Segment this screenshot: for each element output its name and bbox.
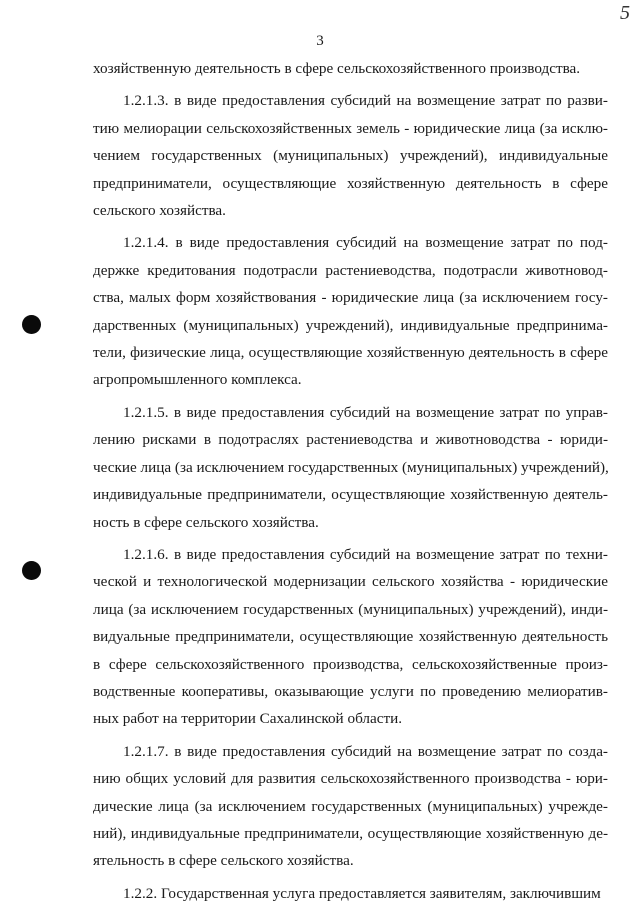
paragraph-line: хозяйственную деятельность в сфере сельскохозяйственного производства. (93, 60, 581, 77)
paragraph-line: сельского хозяйства. (93, 202, 226, 220)
paragraph-line: предприниматели, осуществляющие хозяйственную деятельность в сфере (93, 174, 608, 192)
paragraph-line: ний), индивидуальные предприниматели, осуществляющие хозяйственную де- (93, 824, 608, 842)
paragraph-line: агропромышленного комплекса. (93, 371, 302, 389)
paragraph-line: в сфере сельскохозяйственного производства, сельскохозяйственные произ- (93, 655, 608, 673)
document-body (93, 55, 608, 907)
paragraph-line: 1.2.2. Государственная услуга предоставляется заявителям, заключившим (123, 884, 601, 902)
page-number: 3 (316, 33, 324, 49)
paragraph-line: держке кредитования подотрасли растениеводства, подотрасли животновод- (93, 261, 608, 279)
paragraph-line: ятельность в сфере сельского хозяйства. (93, 852, 354, 870)
paragraph-line: ность в сфере сельского хозяйства. (93, 513, 319, 531)
paragraph-line: лению рисками в подотраслях растениеводства и животноводства - юриди- (93, 431, 608, 449)
paragraph-line: 1.2.1.4. в виде предоставления субсидий на возмещение затрат по под- (123, 234, 608, 252)
paragraph-line: тию мелиорации сельскохозяйственных земель - юридические лица (за исклю- (93, 119, 608, 137)
paragraph-line: водственные кооперативы, оказывающие услуги по проведению мелиоратив- (93, 682, 608, 700)
paragraph-line: индивидуальные предприниматели, осуществляющие хозяйственную деятель- (93, 486, 608, 504)
paragraph-line: дические лица (за исключением государственных (муниципальных) учрежде- (93, 797, 608, 815)
paragraph-line: лица (за исключением государственных (муниципальных) учреждений), инди- (93, 600, 608, 618)
paragraph-line: ческой и технологической модернизации сельского хозяйства - юридические (93, 573, 608, 591)
paragraph-line: ных работ на территории Сахалинской области. (93, 710, 403, 728)
paragraph-line: чением государственных (муниципальных) учреждений), индивидуальные (93, 147, 608, 165)
paragraph-line: тели, физические лица, осуществляющие хозяйственную деятельность в сфере (93, 344, 608, 362)
paragraph-line: нию общих условий для развития сельскохозяйственного производства - юри- (93, 770, 608, 788)
paragraph-line: ства, малых форм хозяйствования - юридические лица (за исключением госу- (93, 289, 608, 307)
punch-hole-mark (22, 561, 41, 580)
paragraph-line: 1.2.1.5. в виде предоставления субсидий на возмещение затрат по управ- (123, 403, 608, 421)
paragraph-line: ческие лица (за исключением государственных (муниципальных) учреждений), (93, 458, 609, 476)
paragraph-line: 1.2.1.3. в виде предоставления субсидий на возмещение затрат по разви- (123, 92, 608, 110)
paragraph-line: 1.2.1.6. в виде предоставления субсидий на возмещение затрат по техни- (123, 545, 608, 563)
paragraph-line: 1.2.1.7. в виде предоставления субсидий на возмещение затрат по созда- (123, 742, 608, 760)
punch-hole-mark (22, 315, 41, 334)
paragraph-line: видуальные предприниматели, осуществляющие хозяйственную деятельность (93, 628, 608, 646)
handwritten-page-mark: 5 (620, 2, 630, 24)
paragraph-line: дарственных (муниципальных) учреждений), индивидуальные предпринима- (93, 316, 608, 334)
